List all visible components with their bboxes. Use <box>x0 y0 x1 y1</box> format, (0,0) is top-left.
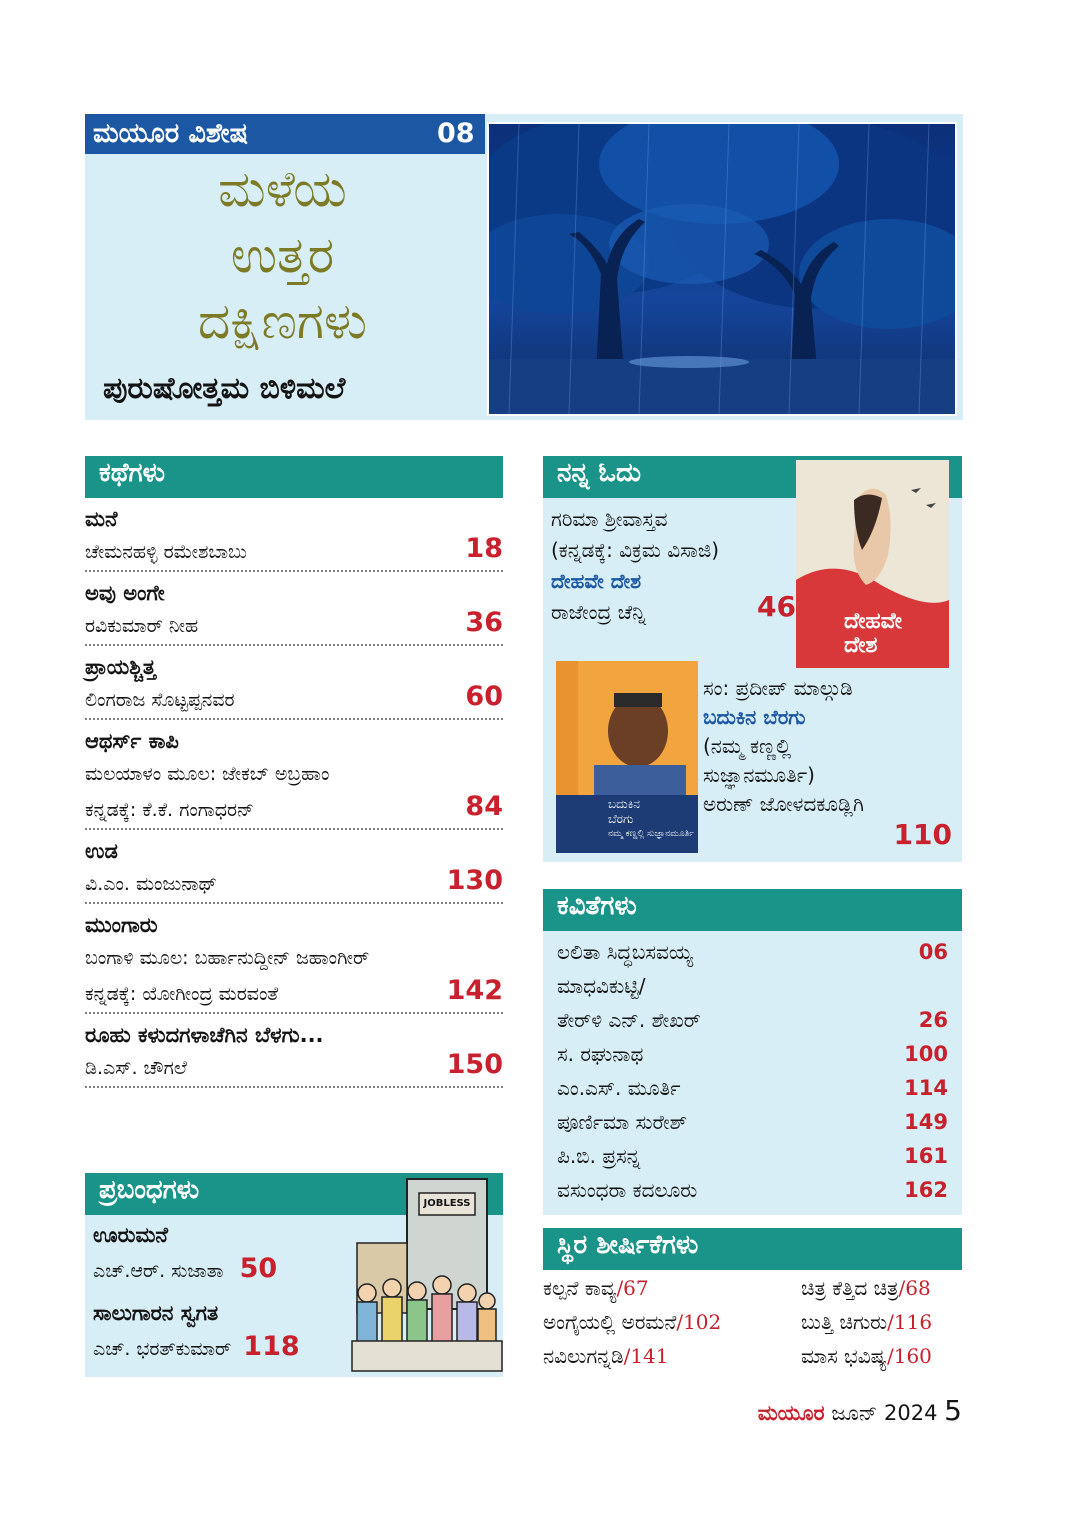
jobless-cartoon-illustration <box>337 1173 503 1377</box>
story-author: ಲಿಂಗರಾಜ ಸೊಟ್ಟಪ್ಪನವರ <box>85 689 235 711</box>
story-item[interactable] <box>85 1014 503 1088</box>
book-1-info[interactable] <box>551 504 719 628</box>
book-1-reviewer: ರಾಜೇಂದ್ರ ಚೆನ್ನಿ <box>551 600 646 624</box>
story-original-author: ಮಲಯಾಳಂ ಮೂಲ: ಜೇಕಬ್ ಅಬ್ರಹಾಂ <box>85 763 330 785</box>
book-1-page: 46 <box>757 590 796 623</box>
story-page: 84 <box>465 791 503 822</box>
poems-section <box>543 889 962 1215</box>
my-reading-header: ನನ್ನ ಓದು <box>543 456 962 498</box>
jobless-sign: JOBLESS <box>423 1198 471 1209</box>
feature-page-number: 08 <box>437 118 475 149</box>
story-item[interactable] <box>85 498 503 572</box>
story-original-author: ಬಂಗಾಳಿ ಮೂಲ: ಬರ್ಹಾನುದ್ದೀನ್ ಜಹಾಂಗೀರ್ <box>85 947 370 969</box>
column-item[interactable]: ಚಿತ್ರ ಕೆತ್ತಿದ ಚಿತ್ರ/68 <box>801 1276 931 1300</box>
book-2-info[interactable] <box>703 674 864 819</box>
poet-name: ಪಿ.ಬಿ. ಪ್ರಸನ್ನ <box>557 1144 641 1168</box>
story-author: ಚೇಮನಹಳ್ಳಿ ರಮೇಶಬಾಬು <box>85 541 247 563</box>
book-1-title: ದೇಹವೇ ದೇಶ <box>551 569 642 593</box>
poem-page: 161 <box>904 1144 948 1168</box>
book-2-subtitle: ಸುಜ್ಞಾನಮೂರ್ತಿ) <box>703 763 815 787</box>
poem-item[interactable] <box>543 1003 962 1037</box>
essay-page: 118 <box>243 1331 300 1362</box>
book-1-cover-title: ದೇಹವೇ ದೇಶ <box>844 609 903 658</box>
poet-name: ಲಲಿತಾ ಸಿದ್ಧಬಸವಯ್ಯ <box>557 940 694 964</box>
story-page: 60 <box>465 681 503 712</box>
story-title: ಪ್ರಾಯಶ್ಚಿತ್ತ <box>85 655 156 679</box>
page-number: 5 <box>944 1394 962 1427</box>
story-page: 130 <box>446 865 503 896</box>
poem-page: 100 <box>904 1042 948 1066</box>
poem-item[interactable] <box>543 1071 962 1105</box>
story-title: ಆಥರ್ಸ್ ಕಾಪಿ <box>85 729 179 753</box>
issue-year: 2024 <box>884 1401 938 1425</box>
book-2-editor: ಸಂ: ಪ್ರದೀಪ್ ಮಾಲ್ಗುಡಿ <box>703 676 853 700</box>
book-2-title: ಬದುಕಿನ ಬೆರಗು <box>703 705 806 729</box>
column-item[interactable]: ಅಂಗೈಯಲ್ಲಿ ಅರಮನೆ/102 <box>543 1310 722 1334</box>
story-page: 36 <box>465 607 503 638</box>
story-title: ಅವು ಅಂಗೇ <box>85 581 165 605</box>
poem-item[interactable] <box>543 969 962 1003</box>
book-2-subtitle: (ನಮ್ಮ ಕಣ್ಣಲ್ಲಿ <box>703 734 792 758</box>
poem-page: 114 <box>904 1076 948 1100</box>
column-item[interactable]: ಮಾಸ ಭವಿಷ್ಯ/160 <box>801 1344 932 1368</box>
story-title: ಮನೆ <box>85 507 118 531</box>
poet-name: ಪೂರ್ಣಿಮಾ ಸುರೇಶ್ <box>557 1110 688 1134</box>
stories-section <box>85 456 503 1088</box>
story-page: 150 <box>446 1049 503 1080</box>
story-author: ಡಿ.ಎಸ್. ಚೌಗಲೆ <box>85 1057 187 1079</box>
column-row <box>543 1344 962 1378</box>
book-2-page: 110 <box>893 818 952 851</box>
essay-author: ಎಚ್.ಆರ್. ಸುಜಾತಾ <box>93 1260 224 1282</box>
poem-item[interactable] <box>543 1037 962 1071</box>
book-1-cover <box>796 460 949 668</box>
essay-author: ಎಚ್. ಭರತ್‌ಕುಮಾರ್ <box>93 1338 232 1360</box>
issue-month: ಜೂನ್ <box>831 1401 878 1425</box>
feature-label: ಮಯೂರ ವಿಶೇಷ <box>93 118 248 149</box>
column-row <box>543 1310 962 1344</box>
essay-title: ಸಾಲುಗಾರನ ಸ್ವಗತ <box>93 1301 219 1325</box>
essay-page: 50 <box>239 1253 278 1284</box>
book-2-reviewer: ಅರುಣ್ ಜೋಳದಕೂಡ್ಲಿಗಿ <box>703 792 864 816</box>
book-2-cover <box>556 661 698 853</box>
poet-name: ವಸುಂಧರಾ ಕದಲೂರು <box>557 1178 698 1202</box>
column-item[interactable]: ಕಲ್ಪನೆ ಕಾವ್ಯ/67 <box>543 1276 649 1300</box>
poet-name: ಮಾಧವಿಕುಟ್ಟಿ/ <box>557 974 646 998</box>
poem-page: 149 <box>904 1110 948 1134</box>
my-reading-section <box>543 456 962 862</box>
feature-title-line-3: ದಕ್ಷಿಣಗಳು <box>198 292 367 350</box>
feature-author: ಪುರುಷೋತ್ತಮ ಬಿಳಿಮಲೆ <box>103 371 346 406</box>
essay-item[interactable] <box>93 1219 277 1289</box>
page-footer <box>758 1394 962 1427</box>
poem-item[interactable] <box>543 1105 962 1139</box>
essays-section <box>85 1173 503 1377</box>
story-title: ಉಡ <box>85 839 118 863</box>
feature-box[interactable] <box>85 114 963 420</box>
book-1-author: ಗರಿಮಾ ಶ್ರೀವಾಸ್ತವ <box>551 507 668 531</box>
essay-item[interactable] <box>93 1297 300 1367</box>
poem-page: 06 <box>918 940 948 964</box>
column-item[interactable]: ಬುತ್ತಿ ಚಿಗುರು/116 <box>801 1310 933 1334</box>
poem-page: 162 <box>904 1178 948 1202</box>
regular-columns-header: ಸ್ಥಿರ ಶೀರ್ಷಿಕೆಗಳು <box>543 1228 962 1270</box>
regular-columns-section <box>543 1228 962 1378</box>
poet-name: ತೇರ್‌ಳಿ ಎನ್. ಶೇಖರ್ <box>557 1008 701 1032</box>
story-item[interactable] <box>85 830 503 904</box>
rain-trees-painting <box>487 122 957 416</box>
story-item[interactable] <box>85 646 503 720</box>
magazine-name: ಮಯೂರ <box>757 1401 825 1425</box>
story-page: 142 <box>446 975 503 1006</box>
story-item[interactable] <box>85 720 503 830</box>
stories-header: ಕಥೆಗಳು <box>85 456 503 498</box>
poet-name: ಎಂ.ಎಸ್. ಮೂರ್ತಿ <box>557 1076 681 1100</box>
story-title: ಮುಂಗಾರು <box>85 913 158 937</box>
essay-title: ಊರುಮನೆ <box>93 1223 168 1247</box>
story-translator: ಕನ್ನಡಕ್ಕೆ: ಯೋಗೀಂದ್ರ ಮರವಂತೆ <box>85 983 279 1005</box>
story-translator: ಕನ್ನಡಕ್ಕೆ: ಕೆ.ಕೆ. ಗಂಗಾಧರನ್ <box>85 799 254 821</box>
feature-label-bar <box>85 114 485 154</box>
story-page: 18 <box>465 533 503 564</box>
feature-title-line-1: ಮಳೆಯ <box>218 160 347 218</box>
column-row <box>543 1276 962 1310</box>
column-item[interactable]: ನವಿಲುಗನ್ನಡಿ/141 <box>543 1344 669 1368</box>
poems-header: ಕವಿತೆಗಳು <box>543 889 962 931</box>
poet-name: ಸ. ರಘುನಾಥ <box>557 1042 644 1066</box>
story-item[interactable] <box>85 572 503 646</box>
poem-item[interactable] <box>543 935 962 969</box>
book-2-cover-text: ಬದುಕಿನ ಬೆರಗು ನಮ್ಮ ಕಣ್ಣಲ್ಲಿ ಸುಜ್ಞಾನಮೂರ್ತಿ <box>608 797 694 839</box>
feature-title-line-2: ಉತ್ತರ <box>230 226 335 284</box>
story-author: ರವಿಕುಮಾರ್ ನೀಹ <box>85 615 199 637</box>
poem-item[interactable] <box>543 1173 962 1207</box>
story-item[interactable] <box>85 904 503 1014</box>
essays-header: ಪ್ರಬಂಧಗಳು <box>85 1173 503 1215</box>
poem-item[interactable] <box>543 1139 962 1173</box>
book-1-translator: (ಕನ್ನಡಕ್ಕೆ: ವಿಕ್ರಮ ವಿಸಾಜಿ) <box>551 538 720 562</box>
story-title: ರೂಹು ಕಳುದಗಳಾಚೆಗಿನ ಬೆಳಗು... <box>85 1023 324 1047</box>
story-author: ವಿ.ಎಂ. ಮಂಜುನಾಥ್ <box>85 873 217 895</box>
poem-page: 26 <box>918 1008 948 1032</box>
